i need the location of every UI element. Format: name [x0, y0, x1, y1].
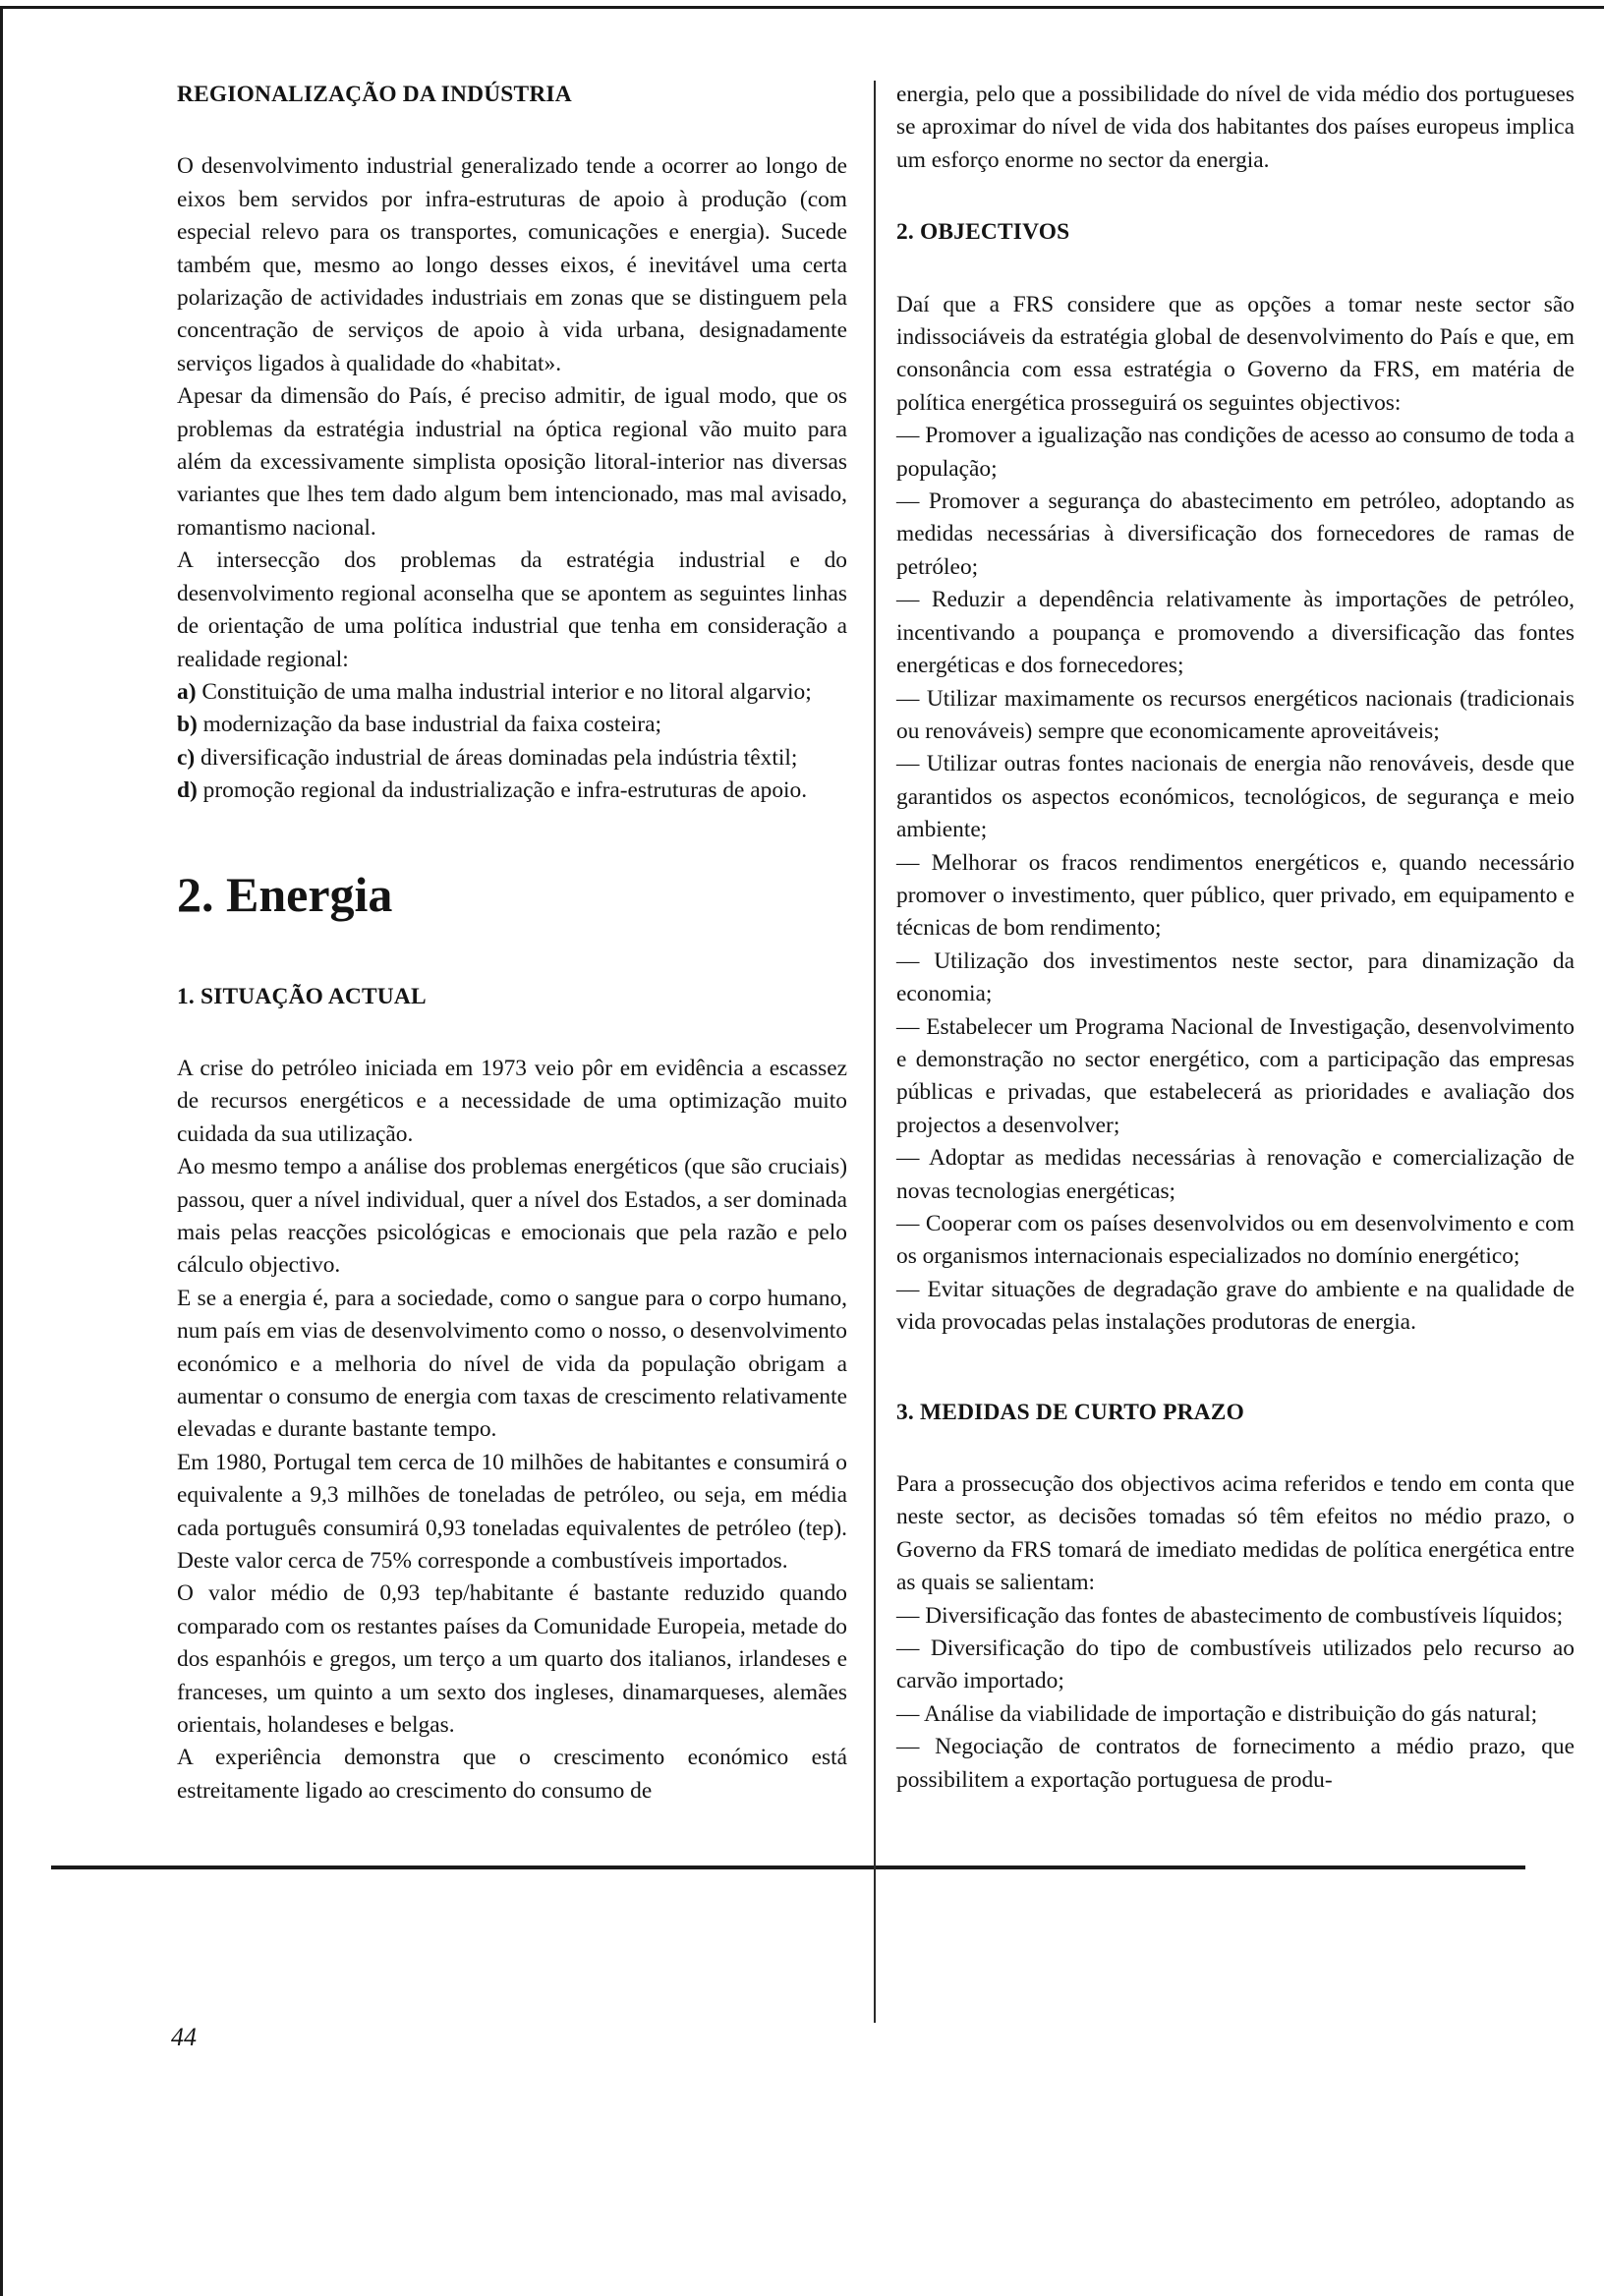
- objective-item: — Reduzir a dependência relativamente às importações de petróleo, incentivando a poupança e promovendo a diversificação das fontes energéticas e dos fornecedores;: [896, 587, 1575, 679]
- list-item: [177, 676, 847, 709]
- list-item-text: Constituição de uma malha industrial interior e no litoral algarvio;: [201, 678, 812, 705]
- page-number: 44: [171, 2023, 197, 2051]
- paragraph: Daí que a FRS considere que as opções a tomar neste sector são indissociáveis da estratégia global de desenvolvimento do País e que, em consonância com essa estratégia o Governo da FRS, em matéria de política energética prosseguirá os seguintes objectivos:: [896, 291, 1575, 416]
- paragraph: O desenvolvimento industrial generalizado tende a ocorrer ao longo de eixos bem servidos por infra-estruturas de apoio à produção (com especial relevo para os transportes, comunicações e energia). Sucede também que, mesmo ao longo desses eixos, é inevitável uma certa polarização de actividades industriais em zonas que se distinguem pela concentração de serviços de apoio à vida urbana, designadamente serviços ligados à qualidade do «habitat».: [177, 153, 847, 376]
- objective-item: — Promover a segurança do abastecimento em petróleo, adoptando as medidas necessárias à diversificação dos fornecedores de ramas de petróleo;: [896, 488, 1575, 580]
- paragraph: Ao mesmo tempo a análise dos problemas energéticos (que são cruciais) passou, quer a nível individual, quer a nível dos Estados, a ser dominada mais pelas reacções psicológicas e emocionais que pela razão e pelo cálculo objectivo.: [177, 1154, 847, 1279]
- paragraph: E se a energia é, para a sociedade, como o sangue para o corpo humano, num país em vias de desenvolvimento como o nosso, o desenvolvimento económico e a melhoria do nível de vida da população obrigam a aumentar o consumo de energia com taxas de crescimento relativamente elevadas e durante bastante tempo.: [177, 1285, 847, 1443]
- measure-item: — Negociação de contratos de fornecimento a médio prazo, que possibilitem a exportação portuguesa de produ-: [896, 1734, 1575, 1793]
- measure-item: — Diversificação das fontes de abastecimento de combustíveis líquidos;: [896, 1602, 1564, 1629]
- list-item-label: c): [177, 744, 196, 771]
- page-rule-bottom: [51, 1866, 1525, 1869]
- paragraph: Para a prossecução dos objectivos acima referidos e tendo em conta que neste sector, as decisões tomadas só têm efeitos no médio prazo, o Governo da FRS tomará de imediato medidas de política energética entre as quais se salientam:: [896, 1471, 1575, 1596]
- objective-item: — Evitar situações de degradação grave do ambiente e na qualidade de vida provocadas pelas instalações produtoras de energia.: [896, 1276, 1575, 1336]
- page-border-top: [0, 6, 1604, 9]
- objective-item: — Promover a igualização nas condições de acesso ao consumo de toda a população;: [896, 423, 1575, 482]
- page-border-left: [0, 6, 3, 2296]
- right-column: [896, 79, 1575, 1797]
- list-item: [177, 775, 847, 807]
- paragraph: energia, pelo que a possibilidade do nível de vida médio dos portugueses se aproximar do nível de vida dos habitantes dos países europeus implica um esforço enorme no sector da energia.: [896, 82, 1575, 173]
- objective-item: — Utilização dos investimentos neste sector, para dinamização da economia;: [896, 947, 1575, 1007]
- section-heading-situacao: 1. SITUAÇÃO ACTUAL: [177, 983, 427, 1009]
- objective-item: — Melhorar os fracos rendimentos energéticos e, quando necessário promover o investimento, quer público, quer privado, em equipamento e técnicas de bom rendimento;: [896, 849, 1575, 942]
- section-heading-regionalizacao: REGIONALIZAÇÃO DA INDÚSTRIA: [177, 82, 572, 107]
- left-column: [177, 79, 847, 1808]
- list-item-text: promoção regional da industrialização e infra-estruturas de apoio.: [202, 777, 808, 804]
- paragraph: A intersecção dos problemas da estratégia industrial e do desenvolvimento regional aconselha que se apontem as seguintes linhas de orientação de uma política industrial que tenha em consideração a realidade regional:: [177, 547, 847, 672]
- section-heading-objectivos: 2. OBJECTIVOS: [896, 219, 1070, 246]
- section-heading-medidas: 3. MEDIDAS DE CURTO PRAZO: [896, 1399, 1244, 1425]
- objective-item: — Cooperar com os países desenvolvidos ou em desenvolvimento e com os organismos internacionais especializados no domínio energético;: [896, 1211, 1575, 1270]
- measure-item: — Análise da viabilidade de importação e distribuição do gás natural;: [896, 1700, 1538, 1727]
- paragraph: A crise do petróleo iniciada em 1973 veio pôr em evidência a escassez de recursos energéticos e a necessidade de uma optimização muito cuidada da sua utilização.: [177, 1055, 847, 1147]
- list-item-label: a): [177, 678, 197, 705]
- measure-item: — Diversificação do tipo de combustíveis utilizados pelo recurso ao carvão importado;: [896, 1636, 1575, 1694]
- list-item-text: modernização da base industrial da faixa costeira;: [202, 712, 661, 738]
- objective-item: — Estabelecer um Programa Nacional de Investigação, desenvolvimento e demonstração no sector energético, com a participação das empresas públicas e privadas, que estabelecerá as prioridades e avaliação dos projectos a desenvolver;: [896, 1013, 1575, 1138]
- paragraph: Apesar da dimensão do País, é preciso admitir, de igual modo, que os problemas da estratégia industrial na óptica regional vão muito para além da excessivamente simplista oposição litoral-interior nas diversas variantes que lhes tem dado algum bem intencionado, mas mal avisado, romantismo nacional.: [177, 383, 847, 541]
- objective-item: — Utilizar outras fontes nacionais de energia não renováveis, desde que garantidos os aspectos económicos, tecnológicos, de segurança e meio ambiente;: [896, 751, 1575, 843]
- column-divider: [874, 81, 876, 2023]
- list-item-text: diversificação industrial de áreas dominadas pela indústria têxtil;: [200, 744, 798, 771]
- list-item: [177, 742, 847, 775]
- list-item: [177, 709, 847, 741]
- objective-item: — Utilizar maximamente os recursos energéticos nacionais (tradicionais ou renováveis) sempre que economicamente aproveitáveis;: [896, 685, 1575, 744]
- paragraph: O valor médio de 0,93 tep/habitante é bastante reduzido quando comparado com os restantes países da Comunidade Europeia, metade do dos espanhóis e gregos, um terço a um quarto dos italianos, irlandeses e franceses, um quinto a um sexto dos ingleses, dinamarqueses, alemães orientais, holandeses e belgas.: [177, 1580, 847, 1739]
- paragraph: A experiência demonstra que o crescimento económico está estreitamente ligado ao crescimento do consumo de: [177, 1745, 847, 1804]
- objective-item: — Adoptar as medidas necessárias à renovação e comercialização de novas tecnologias energéticas;: [896, 1145, 1575, 1204]
- list-item-label: d): [177, 777, 198, 804]
- paragraph: Em 1980, Portugal tem cerca de 10 milhões de habitantes e consumirá o equivalente a 9,3 milhões de toneladas de petróleo, ou seja, em média cada português consumirá 0,93 toneladas equivalentes de petróleo (tep). Deste valor cerca de 75% corresponde a combustíveis importados.: [177, 1449, 847, 1575]
- chapter-title: 2. Energia: [177, 866, 393, 922]
- list-item-label: b): [177, 712, 198, 738]
